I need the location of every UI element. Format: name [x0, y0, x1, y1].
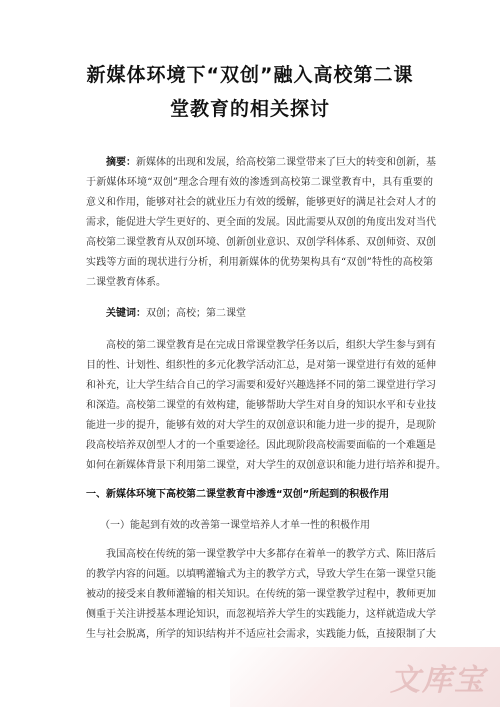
watermark [230, 647, 500, 707]
abstract-line: 摘要：新媒体的出现和发展，给高校第二课堂带来了巨大的转变和创新，基 [106, 157, 436, 168]
abstract-line: 高校第二课堂教育从双创环境、创新创业意识、双创学科体系、双创师资、双创 [86, 237, 436, 248]
keywords [86, 304, 433, 324]
section-heading-1: 一、新媒体环境下高校第二课堂教育中渗透“双创”所起到的积极作用 [86, 489, 390, 500]
paragraph-line: 我国高校在传统的第一课堂教学中大多都存在着单一的教学方式、陈旧落后 [106, 549, 436, 560]
paragraph-line: 的教学内容的问题。以填鸭灌输式为主的教学方式，导致大学生在第一课堂只能 [86, 569, 436, 580]
abstract [86, 153, 436, 293]
title-line-2: 堂教育的相关探讨 [169, 98, 330, 120]
paragraph-line: 目的性、计划性、组织性的多元化教学活动汇总，是对第一课堂进行有效的延伸 [86, 360, 436, 371]
paragraph-line: 侧重于关注讲授基本理论知识，而忽视培养大学生的实践能力，这样就造成大学 [86, 609, 436, 620]
paragraph-line: 能进一步的提升，能够有效的对大学生的双创意识和能力进一步的提升，是现阶 [86, 420, 436, 431]
body-paragraph-1 [86, 336, 446, 476]
paragraph-line: 段高校培养双创型人才的一个重要途径。因此现阶段高校需要面临的一个难题是 [86, 440, 436, 451]
abstract-line: 实践等方面的现状进行分析，利用新媒体的优势架构具有“双创”特性的高校第 [86, 257, 433, 268]
abstract-label: 摘要： [106, 157, 136, 168]
paragraph-line: 被动的接受来自教师灌输的相关知识。在传统的第一课堂教学过程中，教师更加 [86, 589, 436, 600]
paragraph-line: 高校的第二课堂教育是在完成日常课堂教学任务以后，组织大学生参与到有 [106, 340, 436, 351]
paragraph-line: 和深造。高校第二课堂的有效构建，能够帮助大学生对自身的知识水平和专业技 [86, 400, 436, 411]
abstract-line: 于新媒体环境“双创”理念合理有效的渗透到高校第二课堂教育中，具有重要的 [86, 177, 433, 188]
paragraph-line: 和补充，让大学生结合自己的学习需要和爱好兴趣选择不同的第二课堂进行学习 [86, 380, 436, 391]
abstract-line: 二课堂教育体系。 [86, 277, 166, 288]
abstract-line: 意义和作用，能够对社会的就业压力有效的缓解，能够更好的满足社会对人才的 [86, 197, 436, 208]
paragraph-line: 如何在新媒体背景下利用第二课堂，对大学生的双创意识和能力进行培养和提升。 [86, 460, 446, 471]
paragraph-line: 生与社会脱离，所学的知识结构并不适应社会需求，实践能力低，直接限制了大 [86, 629, 436, 640]
title-line-1: 新媒体环境下“双创”融入高校第二课 [86, 64, 414, 86]
subsection-heading-1: （一）能起到有效的改善第一课堂培养人才单一性的积极作用 [100, 520, 370, 531]
abstract-line: 需求，能促进大学生更好的、更全面的发展。因此需要从双创的角度出发对当代 [86, 217, 436, 228]
watermark-text: 文库宝 [390, 663, 486, 698]
body-paragraph-2 [86, 545, 436, 645]
keywords-value: 双创；高校；第二课堂 [146, 308, 246, 319]
keywords-line [86, 304, 433, 324]
keywords-label: 关键词： [106, 308, 146, 319]
